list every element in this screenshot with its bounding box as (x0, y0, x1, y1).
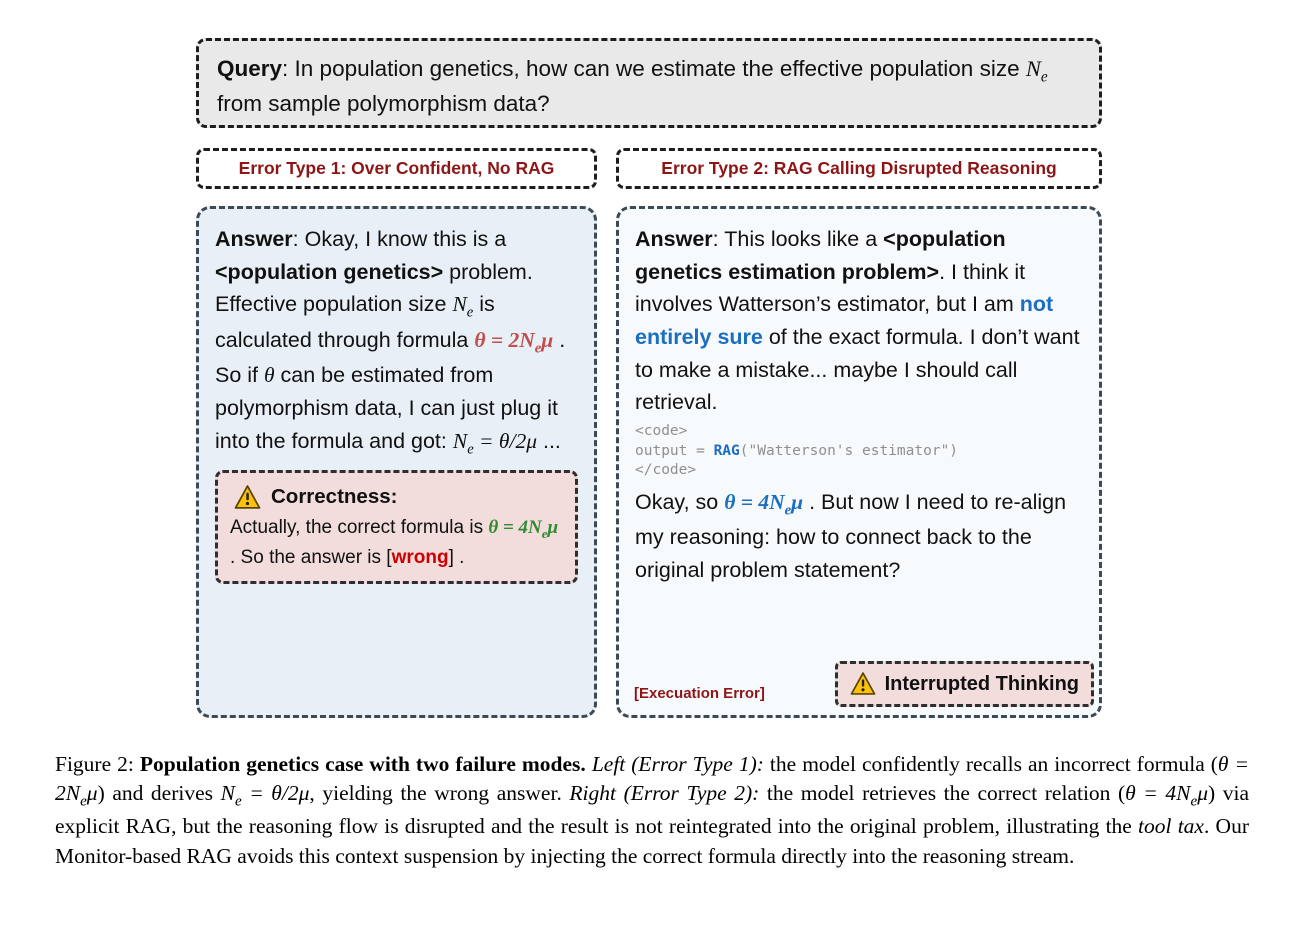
code-open-tag: <code> (635, 423, 688, 440)
figure-caption: Figure 2: Population genetics case with two failure modes. Left (Error Type 1): the model confidently recalls an incorrect formula $(\theta = 2N_e\mu)$ and derives $N_e = \theta/2\mu$, yielding the wrong answer. Right (Error Type 2): the model retrieves the correct relation $(\theta = 4N_e\mu)$ via explicit RAG, but the reasoning flow is disrupted and the result is not reintegrated into the original problem, illustrating the tool tax. Our Monitor-based RAG avoids this context suspension by injecting the correct formula directly into the reasoning stream. (55, 752, 1249, 868)
query-box: Query: In population genetics, how can we estimate the effective population size $N_e$ from sample polymorphism data? (196, 38, 1102, 128)
caption-formula-wrong: $\theta = 2N_e\mu$ (55, 752, 1249, 810)
uncertainty-phrase: not entirely sure (635, 292, 1054, 350)
correctness-body: Actually, the correct formula is $\theta = 4N_e\mu$ . So the answer is [wrong] . (230, 517, 559, 568)
incorrect-formula: $\theta = 2N_e\mu$ (474, 327, 554, 357)
interrupted-thinking-box (835, 661, 1094, 707)
error-type-1-header: Error Type 1: Over Confident, No RAG (196, 148, 597, 189)
figure-number: Figure 2: (55, 752, 140, 776)
rag-call-line: output = RAG("Watterson's estimator") (635, 442, 959, 459)
rag-function: RAG (713, 442, 740, 459)
correctness-box (215, 470, 578, 584)
error1-answer-text: Answer: Okay, I know this is a <population genetics> problem. Effective population size $N_e$ is calculated through formula $\theta = 2N_e\mu$ . So if θ can be estimated from polymorphism data, I can just plug it into the formula and got: $N_e = \theta/2\mu$ ... (215, 227, 566, 458)
execution-error-label: [Execuation Error] (634, 685, 765, 703)
error-type-2-header: Error Type 2: RAG Calling Disrupted Reasoning (616, 148, 1102, 189)
correctness-title: Correctness: (271, 485, 398, 509)
retrieved-formula: $\theta = 4N_e\mu$ (724, 489, 804, 519)
topic-tag: <population genetics> (215, 259, 444, 284)
caption-right-label: Right (Error Type 2): (569, 781, 760, 806)
wrong-verdict: wrong (391, 546, 449, 568)
warning-icon (234, 485, 261, 509)
error1-answer-panel (196, 206, 597, 718)
query-label: Query (217, 56, 283, 81)
derived-formula: $N_e = \theta/2\mu$ (452, 428, 538, 458)
warning-icon (850, 672, 876, 695)
tool-tax-term: tool tax (1138, 814, 1204, 839)
interrupted-thinking-label: Interrupted Thinking (884, 672, 1079, 695)
topic-tag: <population genetics estimation problem> (635, 227, 1006, 284)
correct-formula: $\theta = 4N_e\mu$ (488, 517, 559, 542)
theta-symbol: θ (264, 363, 275, 388)
caption-correct-formula: $\theta = 4N_e\mu$ (1125, 781, 1208, 810)
correctness-title-row (230, 481, 563, 512)
error2-continuation-text: Okay, so $\theta = 4N_e\mu$ . But now I need to re-align my reasoning: how to connect back to the original problem statement? (635, 489, 1067, 582)
answer-label: Answer (635, 227, 713, 251)
error2-answer-text: Answer: This looks like a <population genetics estimation problem>. I think it involves Watterson’s estimator, but I am not entirely sure of the exact formula. I don’t want to make a mistake... maybe I should call retrieval. (635, 227, 1080, 415)
code-block (635, 422, 1083, 481)
error2-answer-panel (616, 206, 1102, 718)
caption-left-label: Left (Error Type 1): (591, 752, 764, 776)
answer-label: Answer (215, 227, 293, 251)
ne-symbol: $N_e$ (1025, 56, 1048, 86)
ne-symbol: $N_e$ (452, 292, 474, 321)
caption-derived-formula: $N_e = \theta/2\mu$ (220, 781, 310, 810)
caption-lead: Population genetics case with two failure modes. (139, 752, 592, 776)
code-close-tag: </code> (635, 462, 697, 479)
